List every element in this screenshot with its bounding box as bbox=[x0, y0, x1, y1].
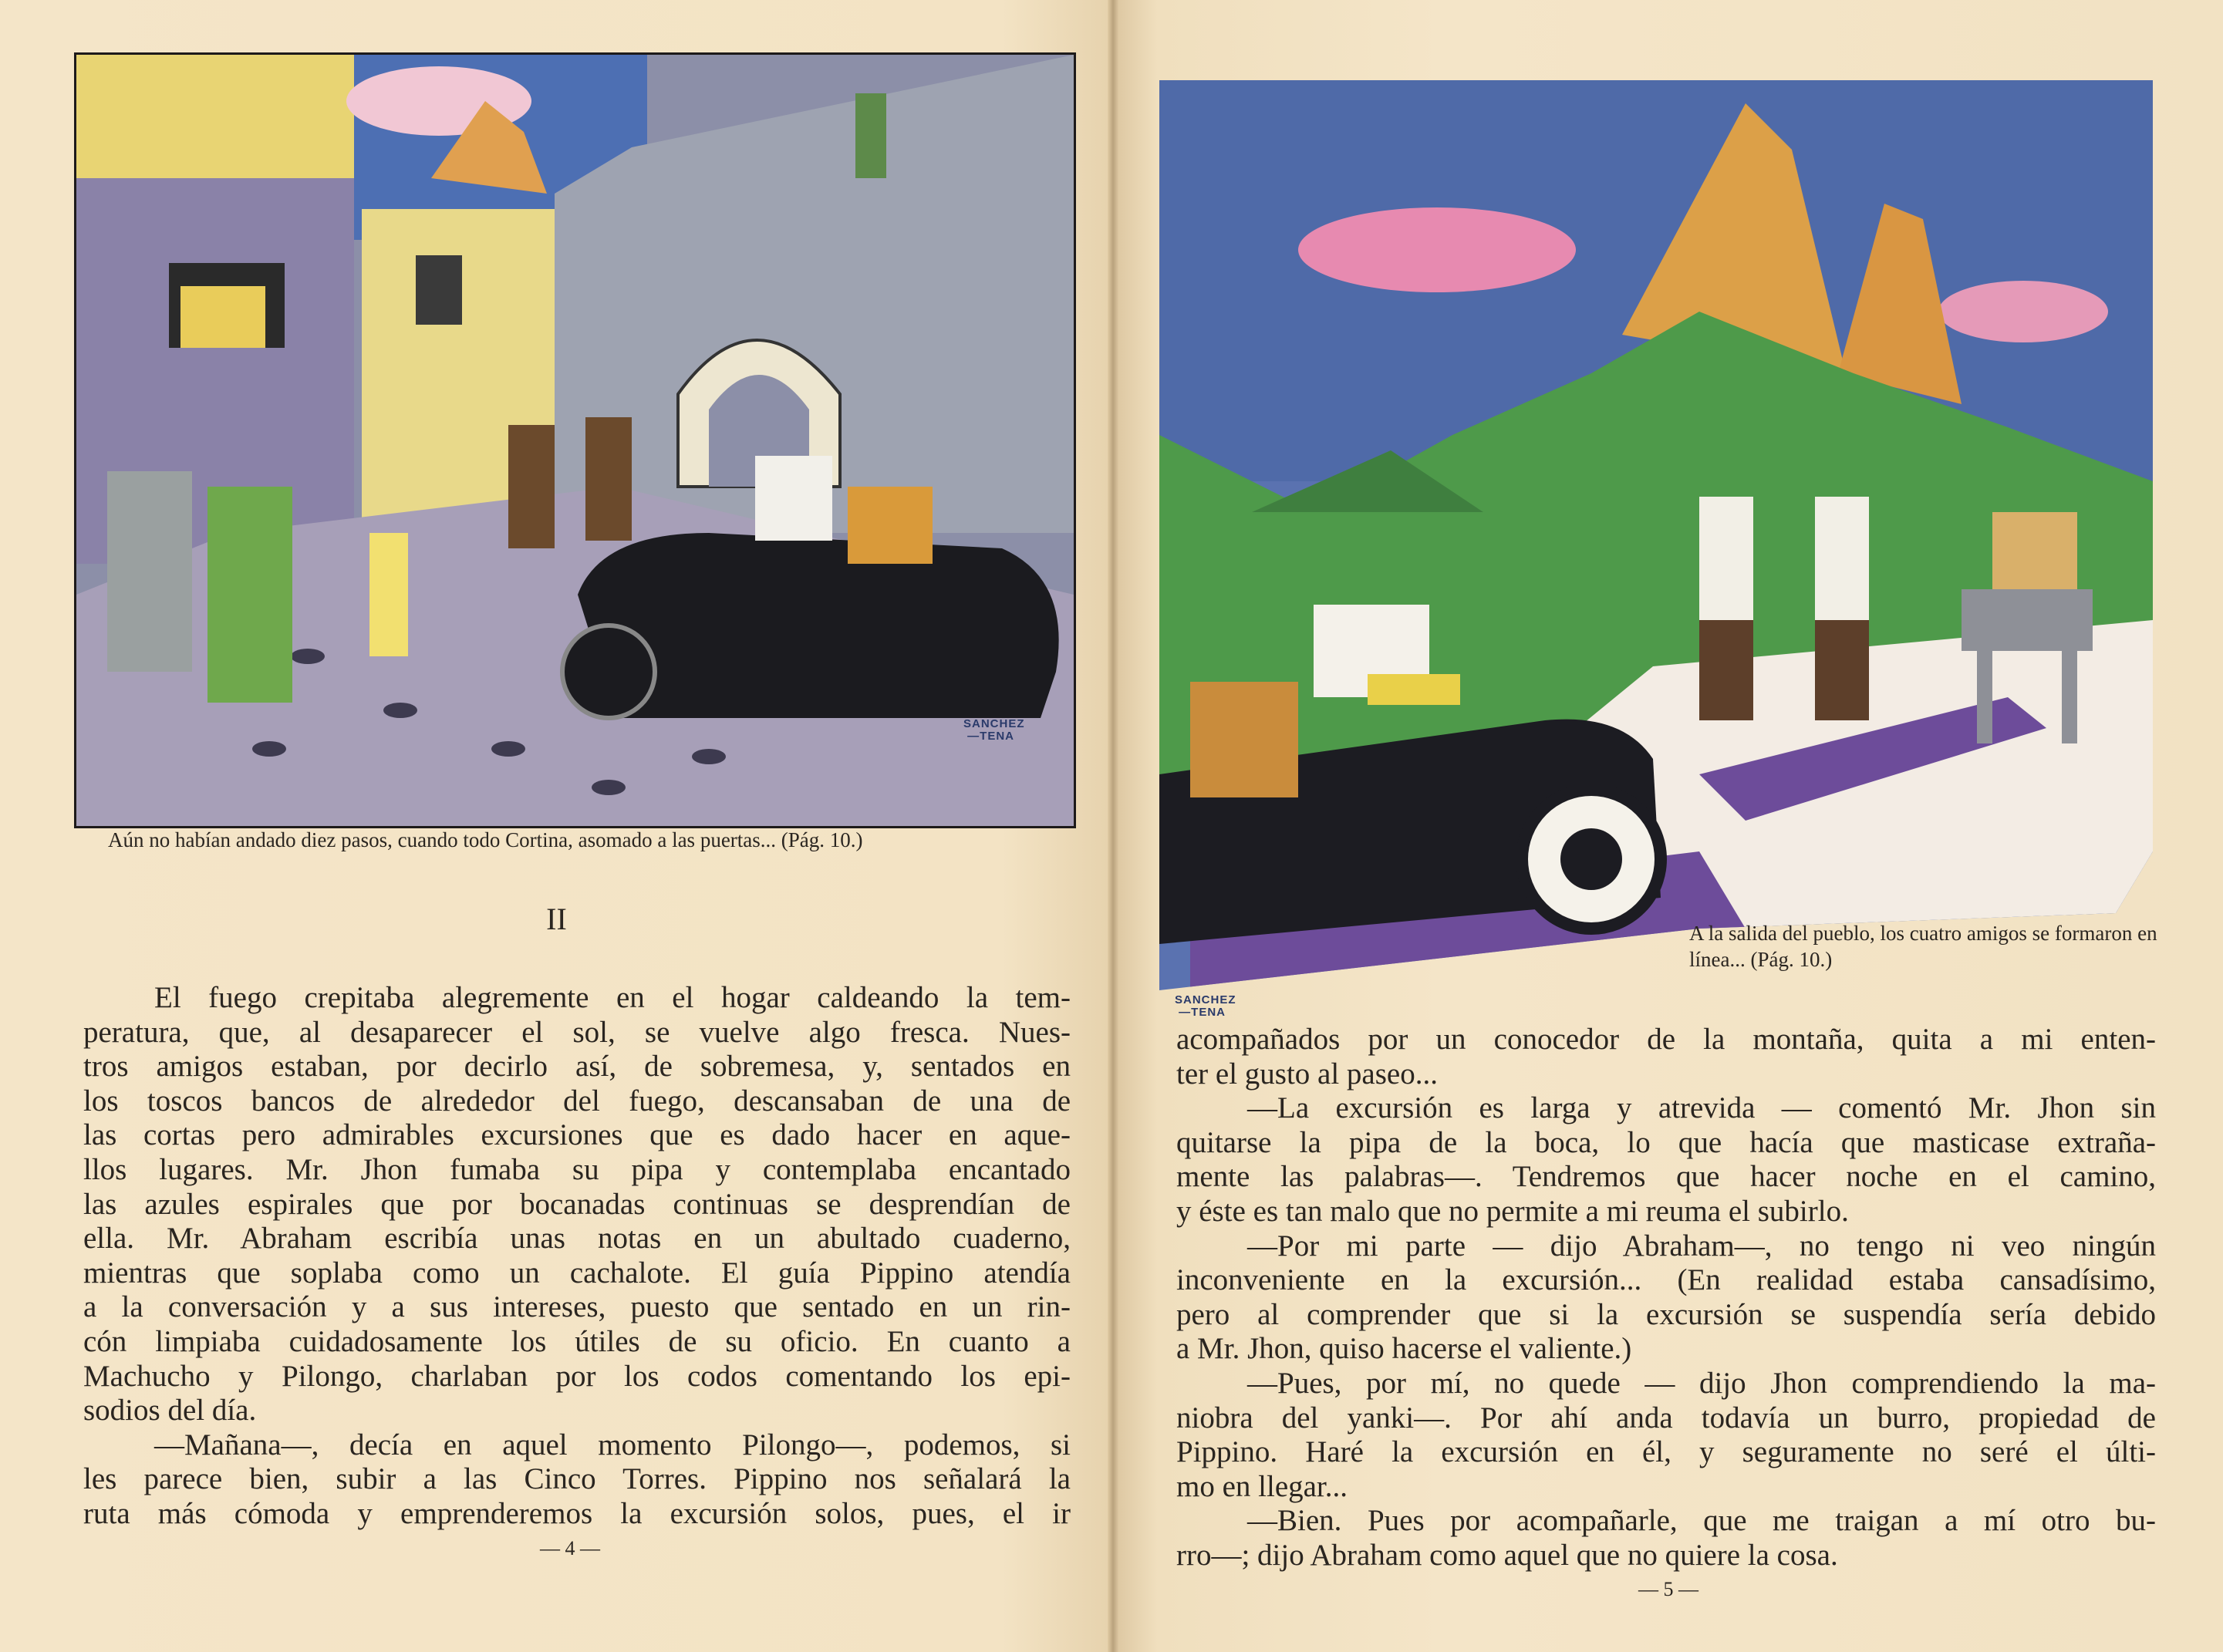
illustration-caption: Aún no habían andado diez pasos, cuando todo Cortina, asomado a las puertas... (Pág. 10.) bbox=[108, 828, 863, 851]
chapter-number: II bbox=[546, 902, 567, 936]
text-line: ter el gusto al paseo... bbox=[1176, 1057, 1438, 1091]
text-line: —Por mi parte — dijo Abraham—, no tengo ni veo ningún bbox=[1247, 1229, 2156, 1263]
page-number: — 5 — bbox=[1638, 1578, 1698, 1600]
text-line: mo en llegar... bbox=[1176, 1469, 1348, 1503]
text-line: niobra del yanki—. Por ahí anda todavía un burro, propiedad de bbox=[1176, 1401, 2156, 1435]
text-line: Pippino. Haré la excursión en él, y seguramente no seré el últi- bbox=[1176, 1435, 2156, 1469]
street-scene-drawing bbox=[76, 55, 1074, 826]
text-line: —Mañana—, decía en aquel momento Pilongo—, podemos, si bbox=[154, 1428, 1071, 1462]
text-line: cón limpiaba cuidadosamente los útiles de su oficio. En cuanto a bbox=[83, 1324, 1071, 1358]
text-line: —Bien. Pues por acompañarle, que me traigan a mí otro bu- bbox=[1247, 1504, 2156, 1538]
text-line: las cortas pero admirables excursiones que es dado hacer en aque- bbox=[83, 1118, 1071, 1152]
text-line: acompañados por un conocedor de la montaña, quita a mi enten- bbox=[1176, 1023, 2156, 1056]
text-line: quitarse la pipa de la boca, lo que hacía que masticase extraña- bbox=[1176, 1125, 2156, 1159]
text-line: Machucho y Pilongo, charlaban por los codos comentando los epi- bbox=[83, 1359, 1071, 1393]
text-line: las azules espirales que por bocanadas continuas se desprendían de bbox=[83, 1187, 1071, 1221]
text-line: sodios del día. bbox=[83, 1394, 257, 1428]
text-line: los toscos bancos de alrededor del fuego, descansaban de una de bbox=[83, 1084, 1071, 1118]
illustrator-signature: SANCHEZ —TENA bbox=[1175, 993, 1236, 1019]
text-line: ruta más cómoda y emprenderemos la excursión solos, pues, el ir bbox=[83, 1496, 1071, 1530]
text-line: mente las palabras—. Tendremos que hacer noche en el camino, bbox=[1176, 1160, 2156, 1194]
page-number: — 4 — bbox=[540, 1537, 600, 1559]
body-text bbox=[83, 981, 1071, 1532]
text-line: —La excursión es larga y atrevida — comentó Mr. Jhon sin bbox=[1247, 1091, 2156, 1125]
text-line: mientras que soplaba como un cachalote. El guía Pippino atendía bbox=[83, 1256, 1071, 1290]
text-line: inconveniente en la excursión... (En realidad estaba cansadísimo, bbox=[1176, 1263, 2156, 1297]
text-line: peratura, que, al desaparecer el sol, se vuelve algo fresca. Nues- bbox=[83, 1015, 1071, 1049]
illustrator-signature: SANCHEZ —TENA bbox=[963, 717, 1025, 743]
text-line: pero al comprender que si la excursión se suspendía sería debido bbox=[1176, 1297, 2156, 1331]
text-line: ella. Mr. Abraham escribía unas notas en un abultado cuaderno, bbox=[83, 1222, 1071, 1256]
text-line: les parece bien, subir a las Cinco Torres. Pippino nos señalará la bbox=[83, 1462, 1071, 1496]
street-scene-illustration bbox=[74, 52, 1076, 828]
mountain-scene-drawing bbox=[1159, 80, 2153, 990]
mountain-scene-illustration bbox=[1159, 80, 2153, 1019]
illustration-caption: A la salida del pueblo, los cuatro amigos se formaron en línea... (Pág. 10.) bbox=[1689, 922, 2157, 971]
text-line: y éste es tan malo que no permite a mi reuma el subirlo. bbox=[1176, 1194, 1849, 1228]
text-line: a Mr. Jhon, quiso hacerse el valiente.) bbox=[1176, 1332, 1632, 1366]
text-line: llos lugares. Mr. Jhon fumaba su pipa y contemplaba encantado bbox=[83, 1152, 1071, 1186]
text-line: El fuego crepitaba alegremente en el hogar caldeando la tem- bbox=[154, 981, 1071, 1014]
book-spine bbox=[1108, 0, 1118, 1652]
text-line: rro—; dijo Abraham como aquel que no quiere la cosa. bbox=[1176, 1538, 1838, 1572]
text-line: tros amigos estaban, por decirlo así, de sobremesa, y, sentados en bbox=[83, 1050, 1071, 1084]
body-text bbox=[1176, 1023, 2156, 1573]
text-line: —Pues, por mí, no quede — dijo Jhon comprendiendo la ma- bbox=[1247, 1366, 2156, 1400]
text-line: a la conversación y a sus intereses, puesto que sentado en un rin- bbox=[83, 1290, 1071, 1324]
